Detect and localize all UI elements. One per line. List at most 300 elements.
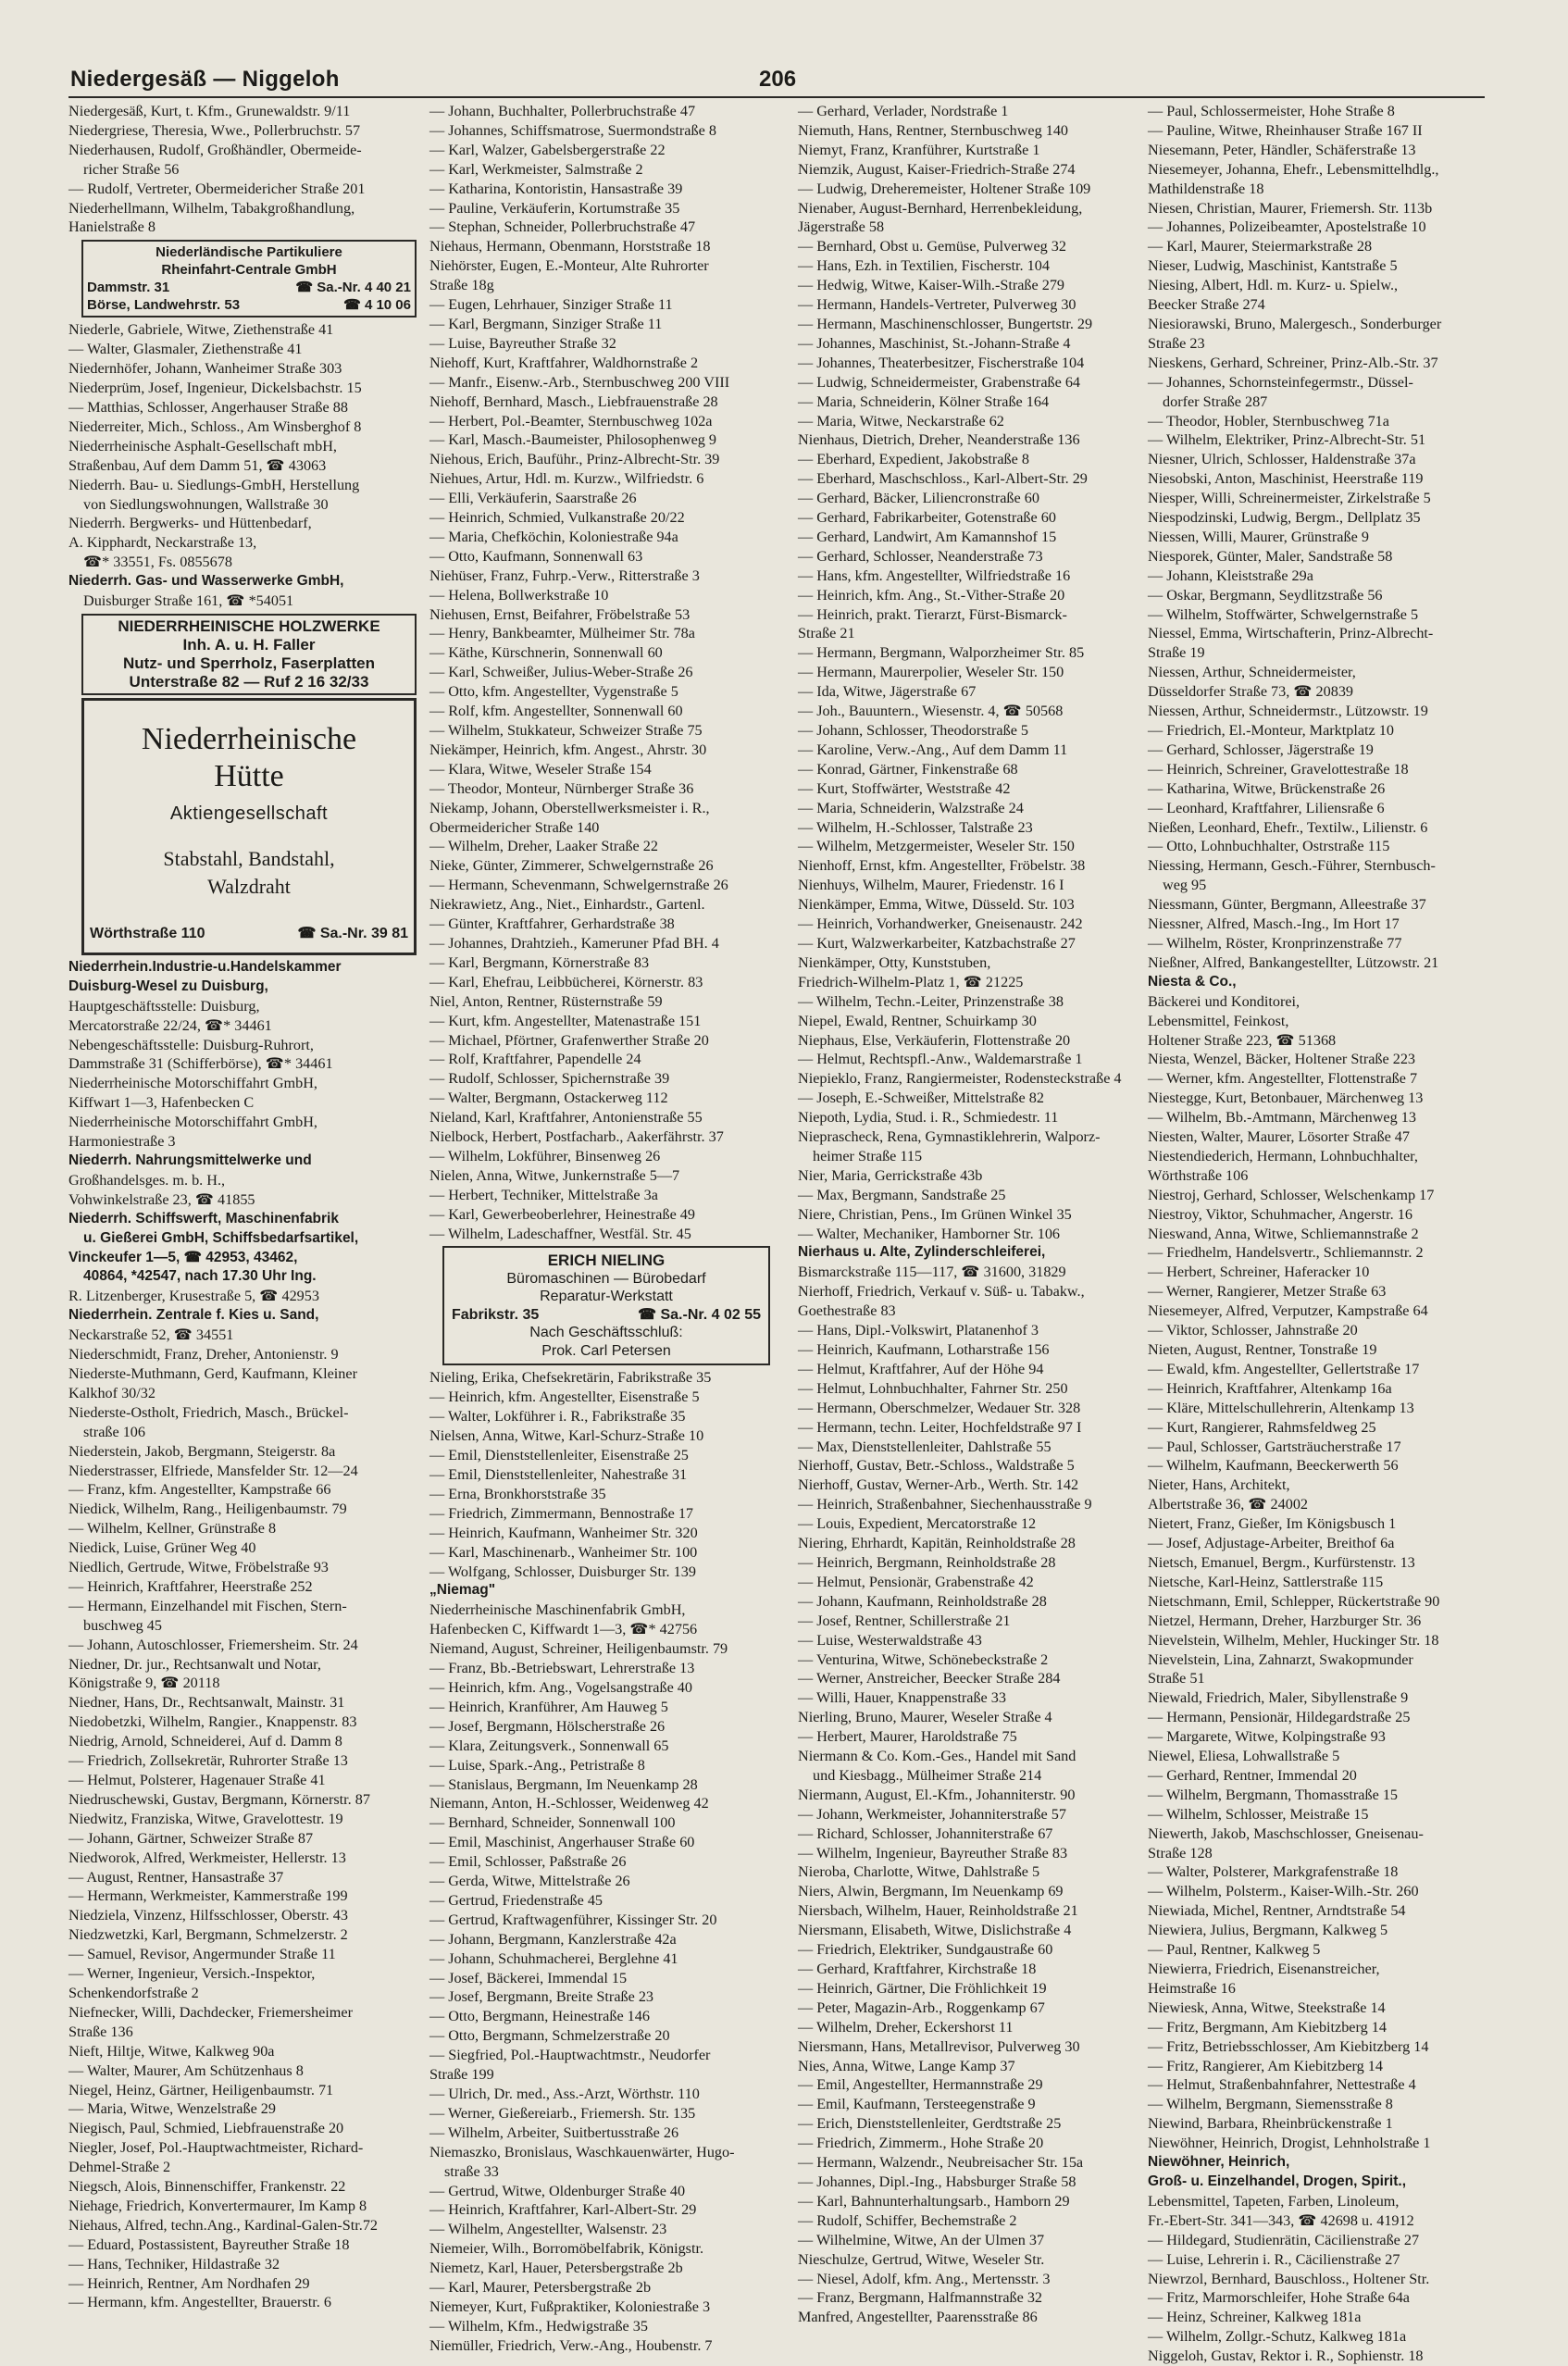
directory-entry: — Eduard, Postassistent, Bayreuther Straße 18 [68,2235,350,2253]
directory-entry: — Rolf, Kraftfahrer, Papendelle 24 [429,1051,641,1068]
directory-entry: Niewel, Eliesa, Lohwallstraße 5 [1148,1748,1340,1765]
directory-entry: Nievelstein, Wilhelm, Mehler, Huckinger Str. 18 [1148,1631,1439,1649]
entry-list [798,1263,1150,2327]
directory-entry: — Heinrich, Gärtner, Die Fröhlichkeit 19 [798,1979,1047,1997]
directory-entry: — Theodor, Monteur, Nürnberger Straße 36 [429,779,694,797]
directory-entry: — Werner, Anstreicher, Beecker Straße 284 [798,1670,1061,1687]
directory-entry: — Wilhelm, Metzgermeister, Weseler Str. 150 [798,838,1075,855]
directory-entry: — Helmut, Straßenbahnfahrer, Nettestraße 4 [1148,2076,1416,2094]
directory-entry: Niewind, Barbara, Rheinbrückenstraße 1 [1148,2115,1393,2133]
directory-entry: Niessner, Alfred, Masch.-Ing., Im Hort 17 [1148,915,1400,933]
directory-entry: Nievelstein, Lina, Zahnarzt, Swakopmunder [1148,1650,1413,1668]
directory-entry: Niessen, Arthur, Schneidermstr., Lützowstr. 19 [1148,703,1428,720]
directory-entry: Königstraße 9, ☎ 20118 [68,1675,220,1692]
directory-entry: Niehage, Friedrich, Konvertermaurer, Im Kamp 8 [68,2197,367,2214]
directory-entry: von Siedlungswohnungen, Wallstraße 30 [83,495,329,513]
ad-line: Nach Geschäftsschluß: [529,1325,683,1341]
directory-entry: Niedick, Luise, Grüner Weg 40 [68,1539,256,1557]
directory-entry: — Luise, Spark.-Ang., Petristraße 8 [429,1756,645,1774]
directory-entry: Nierhoff, Gustav, Betr.-Schloss., Waldstraße 5 [798,1457,1075,1475]
directory-entry: — Heinrich, kfm. Ang., St.-Vither-Straße 20 [798,586,1065,604]
directory-entry: — Wilhelm, Arbeiter, Suitbertusstraße 26 [429,2123,679,2141]
directory-entry: — Gerhard, Schlosser, Jägerstraße 19 [1148,741,1374,758]
directory-entry: — Wilhelm, Bergmann, Thomasstraße 15 [1148,1786,1399,1803]
directory-entry: Niedwitz, Franziska, Witwe, Gravelottestr. 19 [68,1810,343,1827]
directory-entry: Niersmann, Hans, Metallrevisor, Pulverweg 30 [798,2037,1080,2055]
ad-address: Dammstr. 31 [87,280,170,296]
directory-entry: — Walter, Polsterer, Markgrafenstraße 18 [1148,1863,1399,1881]
directory-entry: — Peter, Magazin-Arb., Roggenkamp 67 [798,1999,1045,2016]
directory-entry: — Wilhelm, Ladeschaffner, Westfäl. Str. 45 [429,1225,691,1242]
directory-entry: — Theodor, Hobler, Sternbuschweg 71a [1148,412,1389,430]
directory-entry: — Samuel, Revisor, Angermunder Straße 11 [68,1946,336,1963]
directory-entry: — Wilhelm, Techn.-Leiter, Prinzenstraße 38 [798,992,1064,1010]
directory-entry: Nieland, Karl, Kraftfahrer, Antonienstraße 55 [429,1109,703,1127]
column-2 [429,102,778,2354]
directory-entry: Groß- u. Einzelhandel, Drogen, Spirit., [1148,2173,1407,2189]
directory-entry: — Matthias, Schlosser, Angerhauser Straße 88 [68,398,348,416]
entry-list [68,997,424,1152]
directory-entry: Niedner, Dr. jur., Rechtsanwalt und Notar, [68,1655,321,1673]
directory-entry: Mercatorstraße 22/24, ☎* 34461 [68,1016,272,1034]
column-1 [68,102,424,2311]
entry-list [68,320,424,572]
directory-entry: — Hermann, techn. Leiter, Hochfeldstraße 97 I [798,1418,1082,1436]
directory-entry: — Luise, Bayreuther Straße 32 [429,334,616,352]
directory-entry: — Helmut, Kraftfahrer, Auf der Höhe 94 [798,1360,1044,1377]
directory-entry: — Karl, Ehefrau, Leibbücherei, Körnerstr. 83 [429,973,703,990]
directory-entry: Beecker Straße 274 [1148,296,1265,314]
ad-line: Niederländische Partikuliere [156,244,342,261]
directory-entry: Lebensmittel, Feinkost, [1148,1012,1289,1029]
directory-entry: Niggeloh, Gustav, Rektor i. R., Sophienstr. 18 [1148,2347,1424,2365]
directory-entry: Niewerth, Jakob, Maschschlosser, Gneisenau- [1148,1824,1424,1842]
directory-entry: Goethestraße 83 [798,1302,896,1320]
directory-entry: — Wilhelm, Polsterm., Kaiser-Wilh.-Str. 260 [1148,1883,1419,1900]
directory-entry: Niehüser, Franz, Fuhrp.-Verw., Ritterstraße 3 [429,567,700,584]
directory-entry: — Karl, Gewerbeoberlehrer, Heinestraße 49 [429,1205,695,1223]
directory-entry: Niehous, Erich, Bauführ., Prinz-Albrecht-Str. 39 [429,451,720,468]
directory-entry: — Johann, Kleiststraße 29a [1148,567,1313,584]
ad-address: Börse, Landwehrstr. 53 [87,297,241,314]
directory-entry: — Gerhard, Rentner, Immendal 20 [1148,1766,1357,1784]
directory-entry: — Heinrich, Bergmann, Reinholdstraße 28 [798,1553,1056,1571]
directory-entry: Holtener Straße 223, ☎ 51368 [1148,1031,1337,1049]
column-3 [798,102,1150,2326]
ad-address: Fabrikstr. 35 [452,1306,540,1323]
directory-entry: — Eugen, Lehrhauer, Sinziger Straße 11 [429,296,673,314]
directory-entry: — Heinrich, Schmied, Vulkanstraße 20/22 [429,509,685,527]
entry-list [1148,2153,1496,2192]
ad-phone: ☎ Sa.-Nr. 39 81 [297,925,408,941]
directory-entry: — Heinrich, kfm. Ang., Vogelsangstraße 40 [429,1678,692,1696]
directory-entry: — Wilhelm, Bergmann, Siemensstraße 8 [1148,2096,1393,2113]
directory-entry: — Franz, Bb.-Betriebswart, Lehrerstraße 13 [429,1660,695,1677]
directory-entry: — Friedrich, Zimmerm., Hohe Straße 20 [798,2135,1044,2152]
entry-list [68,592,424,611]
directory-entry: — Kurt, Stoffwärter, Weststraße 42 [798,779,1011,797]
directory-entry: Niederhellmann, Wilhelm, Tabakgroßhandlung, [68,199,355,217]
directory-entry: — Wilhelm, Dreher, Eckershorst 11 [798,2018,1014,2036]
ad-products: Walzdraht [207,874,291,898]
directory-entry: Nienkämper, Emma, Witwe, Düsseld. Str. 103 [798,896,1075,914]
directory-entry: Niemaszko, Bronislaus, Waschkauenwärter, Hugo- [429,2143,735,2161]
directory-entry: Niessen, Arthur, Schneidermeister, [1148,664,1356,681]
directory-entry: — Johannes, Schornsteinfegermstr., Düssel- [1148,373,1413,391]
directory-entry: Niel, Anton, Rentner, Rüsternstraße 59 [429,992,663,1010]
directory-entry: Nieprascheck, Rena, Gymnastiklehrerin, Walporz- [798,1128,1101,1146]
directory-entry: — Konrad, Gärtner, Finkenstraße 68 [798,760,1018,778]
directory-entry: — Wilhelm, Kfm., Hedwigstraße 35 [429,2317,648,2335]
directory-entry: Niepoth, Lydia, Stud. i. R., Schmiedestr. 11 [798,1109,1059,1127]
directory-entry: — Hermann, Handels-Vertreter, Pulverweg 30 [798,296,1076,314]
directory-entry: dorfer Straße 287 [1163,392,1268,410]
directory-entry: Düsseldorfer Straße 73, ☎ 20839 [1148,683,1354,701]
entry-list [68,958,424,997]
directory-entry: Niederste-Ostholt, Friedrich, Masch., Brückel- [68,1403,349,1421]
directory-entry: Niesper, Willi, Schreinermeister, Zirkelstraße 5 [1148,490,1431,507]
directory-entry: Nieswand, Anna, Witwe, Schliemannstraße 2 [1148,1225,1419,1242]
directory-entry: — Wilhelm, Dreher, Laaker Straße 22 [429,838,658,855]
directory-entry: — Eberhard, Maschschloss., Karl-Albert-Str. 29 [798,470,1088,488]
directory-entry: Bismarckstraße 115—117, ☎ 31600, 31829 [798,1264,1066,1281]
directory-entry: Obermeidericher Straße 140 [429,818,600,836]
entry-list [1148,973,1496,992]
directory-entry: — Hans, Techniker, Hildastraße 32 [68,2255,280,2273]
header-rule [68,96,1485,98]
directory-entry: — Hermann, Werkmeister, Kammerstraße 199 [68,1887,348,1905]
directory-entry: — Karl, Schweißer, Julius-Weber-Straße 26 [429,664,693,681]
directory-entry: Niewiera, Julius, Bergmann, Kalkweg 5 [1148,1922,1388,1939]
directory-entry: — Kurt, Walzwerkarbeiter, Katzbachstraße 27 [798,934,1076,952]
directory-entry: — Ulrich, Dr. med., Ass.-Arzt, Wörthstr. 110 [429,2086,700,2102]
directory-entry: Niehaus, Hermann, Obenmann, Horststraße 18 [429,238,711,255]
directory-entry: Niedzwetzki, Karl, Bergmann, Schmelzerstr. 2 [68,1926,348,1944]
directory-entry: — Heinrich, Kraftfahrer, Heerstraße 252 [68,1577,313,1595]
directory-entry: — Gertrud, Friedenstraße 45 [429,1891,604,1909]
directory-entry: Vinckeufer 1—5, ☎ 42953, 43462, [68,1249,298,1265]
directory-entry: Niederstein, Jakob, Bergmann, Steigerstr. 8a [68,1442,336,1460]
directory-entry: — Johann, Werkmeister, Johanniterstraße 57 [798,1805,1066,1823]
directory-entry: — Josef, Rentner, Schillerstraße 21 [798,1612,1011,1629]
directory-entry: — Katharina, Witwe, Brückenstraße 26 [1148,779,1386,797]
directory-entry: Niegel, Heinz, Gärtner, Heiligenbaumstr. 71 [68,2081,334,2098]
directory-entry: — Karl, Masch.-Baumeister, Philosophenweg 9 [429,431,717,449]
directory-entry: — Hans, kfm. Angestellter, Wilfriedstraße 16 [798,567,1071,584]
directory-entry: Niespodzinski, Ludwig, Bergm., Dellplatz 35 [1148,509,1421,527]
directory-entry: Nier, Maria, Gerrickstraße 43b [798,1166,983,1184]
directory-entry: Niephaus, Else, Verkäuferin, Flottenstraße 20 [798,1031,1071,1049]
directory-entry: Niessing, Hermann, Gesch.-Führer, Sternbusch- [1148,857,1436,875]
directory-entry: — Friedrich, Zimmermann, Bennostraße 17 [429,1504,694,1522]
directory-entry: — Louis, Expedient, Mercatorstraße 12 [798,1515,1037,1533]
directory-entry: Niemzik, August, Kaiser-Friedrich-Straße 274 [798,160,1076,178]
directory-entry: — Otto, Kaufmann, Sonnenwall 63 [429,547,643,565]
directory-entry: Niedruschewski, Gustav, Bergmann, Körnerstr. 87 [68,1790,370,1808]
directory-entry: Niederrhein.Industrie-u.Handelskammer [68,958,342,975]
ad-line: Rheinfahrt-Centrale GmbH [161,262,337,279]
directory-entry: — Max, Bergmann, Sandstraße 25 [798,1186,1006,1203]
directory-entry: Nielbock, Herbert, Postfacharb., Aakerfährstr. 37 [429,1128,724,1146]
directory-entry: — Karl, Werkmeister, Salmstraße 2 [429,160,643,178]
directory-entry: Nieter, Hans, Architekt, [1148,1476,1290,1494]
directory-entry: — Manfr., Eisenw.-Arb., Sternbuschweg 200 VIII [429,373,730,391]
directory-entry: — Wilhelm, Kellner, Grünstraße 8 [68,1520,277,1538]
directory-entry: Niewöhner, Heinrich, Drogist, Lehnholstraße 1 [1148,2135,1431,2152]
directory-entry: — Werner, kfm. Angestellter, Flottenstraße 7 [1148,1070,1418,1088]
ad-phone: ☎ Sa.-Nr. 4 02 55 [638,1306,761,1323]
directory-entry: Kalkhof 30/32 [68,1384,156,1401]
directory-entry: — Gerhard, Landwirt, Am Kamannshof 15 [798,528,1057,545]
directory-entry: Niederschmidt, Franz, Dreher, Antonienstr. 9 [68,1346,339,1364]
directory-entry: Schenkendorfstraße 2 [68,1984,199,2001]
directory-entry: Nienhoff, Ernst, kfm. Angestellter, Fröbelstr. 38 [798,857,1086,875]
directory-entry: — Viktor, Schlosser, Jahnstraße 20 [1148,1322,1358,1339]
directory-entry: Niemeyer, Kurt, Fußpraktiker, Koloniestraße 3 [429,2298,711,2315]
directory-entry: Niehusen, Ernst, Beifahrer, Fröbelstraße 53 [429,605,691,623]
directory-entry: Kiffwart 1—3, Hafenbecken C [68,1094,255,1112]
directory-entry: Nierhoff, Gustav, Werner-Arb., Werth. Str. 142 [798,1476,1079,1494]
ad-line: NIEDERRHEINISCHE HOLZWERKE [118,616,380,635]
ad-line: Inh. A. u. H. Faller [182,635,316,654]
directory-entry: Niemeier, Wilh., Borromöbelfabrik, Königstr. [429,2240,704,2258]
directory-entry: Niederreiter, Mich., Schloss., Am Winsberghof 8 [68,417,362,435]
directory-entry: Niederrh. Nahrungsmittelwerke und [68,1152,312,1168]
directory-entry: Straße 51 [1148,1670,1205,1687]
directory-entry: Nieschulze, Gertrud, Witwe, Weseler Str. [798,2250,1045,2268]
ad-title: ERICH NIELING [547,1251,666,1270]
directory-entry: — Gerhard, Verlader, Nordstraße 1 [798,103,1009,119]
directory-entry: Nierling, Bruno, Maurer, Weseler Straße 4 [798,1709,1052,1726]
directory-entry: — Pauline, Verkäuferin, Kortumstraße 35 [429,199,680,217]
directory-entry: — Karoline, Verw.-Ang., Auf dem Damm 11 [798,741,1068,758]
directory-entry: — Ida, Witwe, Jägerstraße 67 [798,683,977,701]
directory-entry: Niesemann, Peter, Händler, Schäferstraße 13 [1148,141,1416,158]
directory-entry: Niermann, August, El.-Kfm., Johanniterstr. 90 [798,1786,1076,1803]
directory-entry: Nieskens, Gerhard, Schreiner, Prinz-Alb.-Str. 37 [1148,354,1438,371]
directory-entry: — Josef, Bergmann, Hölscherstraße 26 [429,1717,666,1735]
directory-entry: Niedziela, Vinzenz, Hilfsschlosser, Oberstr. 43 [68,1907,348,1924]
directory-entry: — Johannes, Maschinist, St.-Johann-Straße 4 [798,334,1071,352]
directory-entry: — Karl, Walzer, Gabelsbergerstraße 22 [429,141,666,158]
directory-entry: — Paul, Schlossermeister, Hohe Straße 8 [1148,103,1395,119]
directory-entry: — Wilhelm, Kaufmann, Beeckerwerth 56 [1148,1457,1399,1475]
directory-entry: — Ewald, kfm. Angestellter, Gellertstraße 17 [1148,1360,1420,1377]
directory-entry: — Paul, Schlosser, Gartsträucherstraße 17 [1148,1438,1401,1455]
entry-list [68,572,424,592]
directory-entry: Niewöhner, Heinrich, [1148,2154,1290,2171]
directory-entry: — Rudolf, Schiffer, Bechemstraße 2 [798,2211,1017,2229]
ad-row [90,925,408,943]
directory-entry: Niemand, August, Schreiner, Heiligenbaumstr. 79 [429,1640,728,1658]
directory-entry: Niederrh. Schiffswerft, Maschinenfabrik [68,1210,339,1227]
directory-entry: — Michael, Pförtner, Grafenwerther Straße 20 [429,1031,709,1049]
directory-entry: — Erna, Bronkhorststraße 35 [429,1485,606,1502]
directory-entry: Nieser, Ludwig, Maschinist, Kantstraße 5 [1148,257,1398,275]
entry-list [1148,102,1496,973]
directory-entry: — Wilhelm, Röster, Kronprinzenstraße 77 [1148,934,1402,952]
directory-entry: — Käthe, Kürschnerin, Sonnenwall 60 [429,644,663,662]
entry-list [798,1243,1150,1263]
directory-entry: — Klara, Zeitungsverk., Sonnenwall 65 [429,1737,669,1754]
directory-entry: — Henry, Bankbeamter, Mülheimer Str. 78a [429,625,695,642]
directory-entry: Niesen, Christian, Maurer, Friemersh. Str. 113b [1148,199,1433,217]
directory-entry: — Heinrich, Kraftfahrer, Karl-Albert-Str. 29 [429,2201,697,2219]
directory-entry: Nienkämper, Otty, Kunststuben, [798,953,991,971]
directory-entry: — Walter, Lokführer i. R., Fabrikstraße 35 [429,1408,686,1426]
directory-entry: — Willi, Hauer, Knappenstraße 33 [798,1689,1006,1707]
directory-entry: — Rudolf, Schlosser, Spichernstraße 39 [429,1070,670,1088]
directory-entry: — Oskar, Bergmann, Seydlitzstraße 56 [1148,586,1383,604]
directory-entry: — Margarete, Witwe, Kolpingstraße 93 [1148,1728,1386,1746]
directory-entry: Niestroj, Gerhard, Schlosser, Welschenkamp 17 [1148,1186,1435,1203]
directory-entry: — Emil, Dienststellenleiter, Nahestraße 31 [429,1466,688,1483]
ad-line: Prok. Carl Petersen [541,1342,671,1359]
directory-entry: Niedobetzki, Wilhelm, Rangier., Knappenstr. 83 [68,1713,357,1731]
directory-entry: Niessen, Willi, Maurer, Grünstraße 9 [1148,528,1369,545]
directory-entry: — Karl, Bergmann, Sinziger Straße 11 [429,315,663,332]
directory-entry: Manfred, Angestellter, Paarensstraße 86 [798,2309,1038,2326]
directory-entry: Neckarstraße 52, ☎ 34551 [68,1326,234,1344]
directory-entry: — Venturina, Witwe, Schönebeckstraße 2 [798,1650,1049,1668]
directory-entry: — Emil, Kaufmann, Tersteegenstraße 9 [798,2096,1036,2113]
directory-entry: — Karl, Maurer, Steiermarkstraße 28 [1148,238,1373,255]
directory-entry: — Hermann, Maschinenschlosser, Bungertstr. 29 [798,315,1093,332]
directory-entry: — Heinrich, Kaufmann, Wanheimer Str. 320 [429,1524,698,1541]
directory-entry: — Fritz, Betriebsschlosser, Am Kiebitzberg 14 [1148,2037,1429,2055]
directory-entry: — Kurt, Rangierer, Rahmsfeldweg 25 [1148,1418,1376,1436]
running-header: Niedergesäß — Niggeloh [70,67,340,92]
directory-entry: — Karl, Maschinenarb., Wanheimer Str. 100 [429,1543,698,1561]
directory-entry: — Friedrich, Zollsekretär, Ruhrorter Straße 13 [68,1752,348,1770]
directory-entry: Niesemeyer, Johanna, Ehefr., Lebensmittelhdlg., [1148,160,1439,178]
directory-entry: — Bernhard, Obst u. Gemüse, Pulverweg 32 [798,238,1066,255]
directory-entry: Niersmann, Elisabeth, Witwe, Dislichstraße 4 [798,1922,1072,1939]
directory-entry: Niedner, Hans, Dr., Rechtsanwalt, Mainstr. 31 [68,1694,345,1712]
directory-entry: — Friedrich, Elektriker, Sundgaustraße 60 [798,1941,1053,1959]
directory-entry: Nietschmann, Emil, Schlepper, Rückertstraße 90 [1148,1592,1440,1610]
entry-list [68,102,424,237]
directory-entry: — Klara, Witwe, Weseler Straße 154 [429,760,652,778]
directory-entry: — Elli, Verkäuferin, Saarstraße 26 [429,490,637,507]
directory-entry: buschweg 45 [83,1616,162,1634]
directory-entry: — Hermann, Oberschmelzer, Wedauer Str. 328 [798,1399,1081,1416]
directory-entry: — Hermann, Walzendr., Neubreisacher Str. 15a [798,2154,1084,2172]
directory-entry: Straße 21 [798,625,855,642]
directory-entry: Niederle, Gabriele, Witwe, Ziethenstraße 41 [68,321,334,339]
directory-entry: — Hildegard, Studienrätin, Cäcilienstraße 27 [1148,2231,1420,2248]
directory-entry: — Herbert, Techniker, Mittelstraße 3a [429,1186,658,1203]
directory-entry: Nieten, August, Rentner, Tonstraße 19 [1148,1341,1377,1358]
directory-entry: Niesobski, Anton, Maschinist, Heerstraße 119 [1148,470,1424,488]
directory-entry: Niessmann, Günter, Bergmann, Alleestraße 37 [1148,896,1426,914]
directory-entry: — Johann, Gärtner, Schweizer Straße 87 [68,1829,314,1847]
directory-entry: — Wilhelmine, Witwe, An der Ulmen 37 [798,2231,1045,2248]
directory-entry: — Johannes, Theaterbesitzer, Fischerstraße 104 [798,354,1085,371]
directory-entry: — Fritz, Bergmann, Am Kiebitzberg 14 [1148,2018,1387,2036]
directory-entry: Niederrheinische Asphalt-Gesellschaft mbH, [68,437,337,455]
ad-line: Reparatur-Werkstatt [540,1289,673,1305]
directory-entry: — Gerhard, Schlosser, Neanderstraße 73 [798,547,1043,565]
directory-entry: — Joseph, E.-Schweißer, Mittelstraße 82 [798,1090,1044,1107]
directory-entry: und Kiesbagg., Mülheimer Straße 214 [813,1766,1042,1784]
directory-entry: — Wilhelm, Elektriker, Prinz-Albrecht-Str. 51 [1148,431,1426,449]
directory-entry: Niehaus, Alfred, techn.Ang., Kardinal-Galen-Str.72 [68,2216,379,2234]
directory-entry: — Otto, Bergmann, Heinestraße 146 [429,2008,650,2025]
directory-entry: — Gerhard, Bäcker, Liliencronstraße 60 [798,490,1039,507]
directory-entry: — Heinrich, prakt. Tierarzt, Fürst-Bismarck- [798,605,1067,623]
directory-entry: — Niesel, Adolf, kfm. Ang., Mertensstr. 3 [798,2270,1051,2287]
directory-entry: — Johann, Schlosser, Theodorstraße 5 [798,722,1029,739]
directory-entry: — Helmut, Rechtspfl.-Anw., Waldemarstraße 1 [798,1051,1083,1068]
directory-entry: Niedrig, Arnold, Schneiderei, Auf d. Damm 8 [68,1733,342,1750]
entry-list [68,1326,424,2312]
directory-entry: — Emil, Angestellter, Hermannstraße 29 [798,2076,1043,2094]
ad-nieling [442,1246,770,1365]
directory-entry: — Wilhelm, Stoffwärter, Schwelgernstraße 5 [1148,605,1419,623]
directory-entry: Niewrzol, Bernhard, Bauschloss., Holtener Str. [1148,2270,1430,2287]
ad-holzwerke [81,614,417,695]
directory-entry: — Fritz, Marmorschleifer, Hohe Straße 64a [1148,2289,1410,2307]
directory-entry: — Fritz, Rangierer, Am Kiebitzberg 14 [1148,2057,1383,2074]
directory-entry: — Leonhard, Kraftfahrer, Liliensraße 6 [1148,799,1385,816]
directory-entry: Niemuth, Hans, Rentner, Sternbuschweg 140 [798,121,1069,139]
ad-row [452,1306,761,1325]
directory-entry: — Heinrich, Kaufmann, Lotharstraße 156 [798,1341,1050,1358]
directory-entry: Niestendiederich, Hermann, Lohnbuchhalter, [1148,1147,1418,1164]
directory-entry: Niesing, Albert, Hdl. m. Kurz- u. Spielw., [1148,277,1399,294]
directory-entry: — August, Rentner, Hansastraße 37 [68,1868,284,1886]
directory-entry: weg 95 [1163,877,1207,894]
directory-entry: — Franz, Bergmann, Halfmannstraße 32 [798,2289,1043,2307]
directory-entry: — Franz, kfm. Angestellter, Kampstraße 66 [68,1481,331,1499]
directory-entry: Niewierra, Friedrich, Eisenanstreicher, [1148,1961,1380,1977]
directory-entry: — Herbert, Maurer, Haroldstraße 75 [798,1728,1017,1746]
directory-entry: — Josef, Bäckerei, Immendal 15 [429,1969,628,1986]
directory-entry: — Wilhelm, Lokführer, Binsenweg 26 [429,1147,661,1164]
directory-entry: „Niemag" [429,1582,496,1599]
directory-entry: — Karl, Bahnunterhaltungsarb., Hamborn 29 [798,2192,1070,2210]
directory-entry: — Hermann, Pensionär, Hildegardstraße 25 [1148,1709,1411,1726]
ad-products: Stabstahl, Bandstahl, [163,846,335,870]
directory-entry: — Katharina, Kontoristin, Hansastraße 39 [429,180,683,197]
directory-entry: — Johann, Schuhmacherei, Berglehne 41 [429,1949,678,1967]
directory-entry: Niehoff, Bernhard, Masch., Liebfrauenstraße 28 [429,392,718,410]
directory-entry: — Heinrich, Straßenbahner, Siechenhausstraße 9 [798,1496,1092,1513]
directory-entry: Nieling, Erika, Chefsekretärin, Fabrikstraße 35 [429,1369,712,1387]
directory-entry: Niedergriese, Theresia, Wwe., Pollerbruchstr. 57 [68,121,361,139]
directory-entry: Nienhaus, Dietrich, Dreher, Neanderstraße 136 [798,431,1080,449]
directory-entry: Straße 136 [68,2023,133,2040]
directory-entry: Niedernhöfer, Johann, Wanheimer Straße 303 [68,360,342,378]
directory-entry: Straße 23 [1148,334,1205,352]
ad-subtitle: Aktiengesellschaft [169,803,329,824]
ad-line: Büromaschinen — Bürobedarf [506,1270,706,1287]
directory-entry: — Rudolf, Vertreter, Obermeidericher Straße 201 [68,180,366,197]
directory-entry: — Paul, Rentner, Kalkweg 5 [1148,1941,1321,1959]
directory-entry: — Otto, kfm. Angestellter, Vygenstraße 5 [429,683,678,701]
entry-list [429,1581,778,1600]
directory-entry: — Otto, Bergmann, Schmelzerstraße 20 [429,2027,670,2045]
directory-entry: Niederrheinische Motorschiffahrt GmbH, [68,1114,317,1131]
directory-entry: Niewald, Friedrich, Maler, Sibyllenstraße 9 [1148,1689,1409,1707]
directory-entry: Nebengeschäftsstelle: Duisburg-Ruhrort, [68,1036,314,1053]
directory-entry: Niere, Christian, Pens., Im Grünen Winkel 35 [798,1205,1072,1223]
ad-phone: ☎ Sa.-Nr. 4 40 21 [295,280,411,296]
directory-entry: Niemann, Anton, H.-Schlosser, Weidenweg 42 [429,1795,709,1812]
directory-entry: Nietsch, Emanuel, Bergm., Kurfürstenstr. 13 [1148,1553,1415,1571]
directory-entry: — Friedhelm, Handelsvertr., Schliemannstr. 2 [1148,1244,1424,1262]
